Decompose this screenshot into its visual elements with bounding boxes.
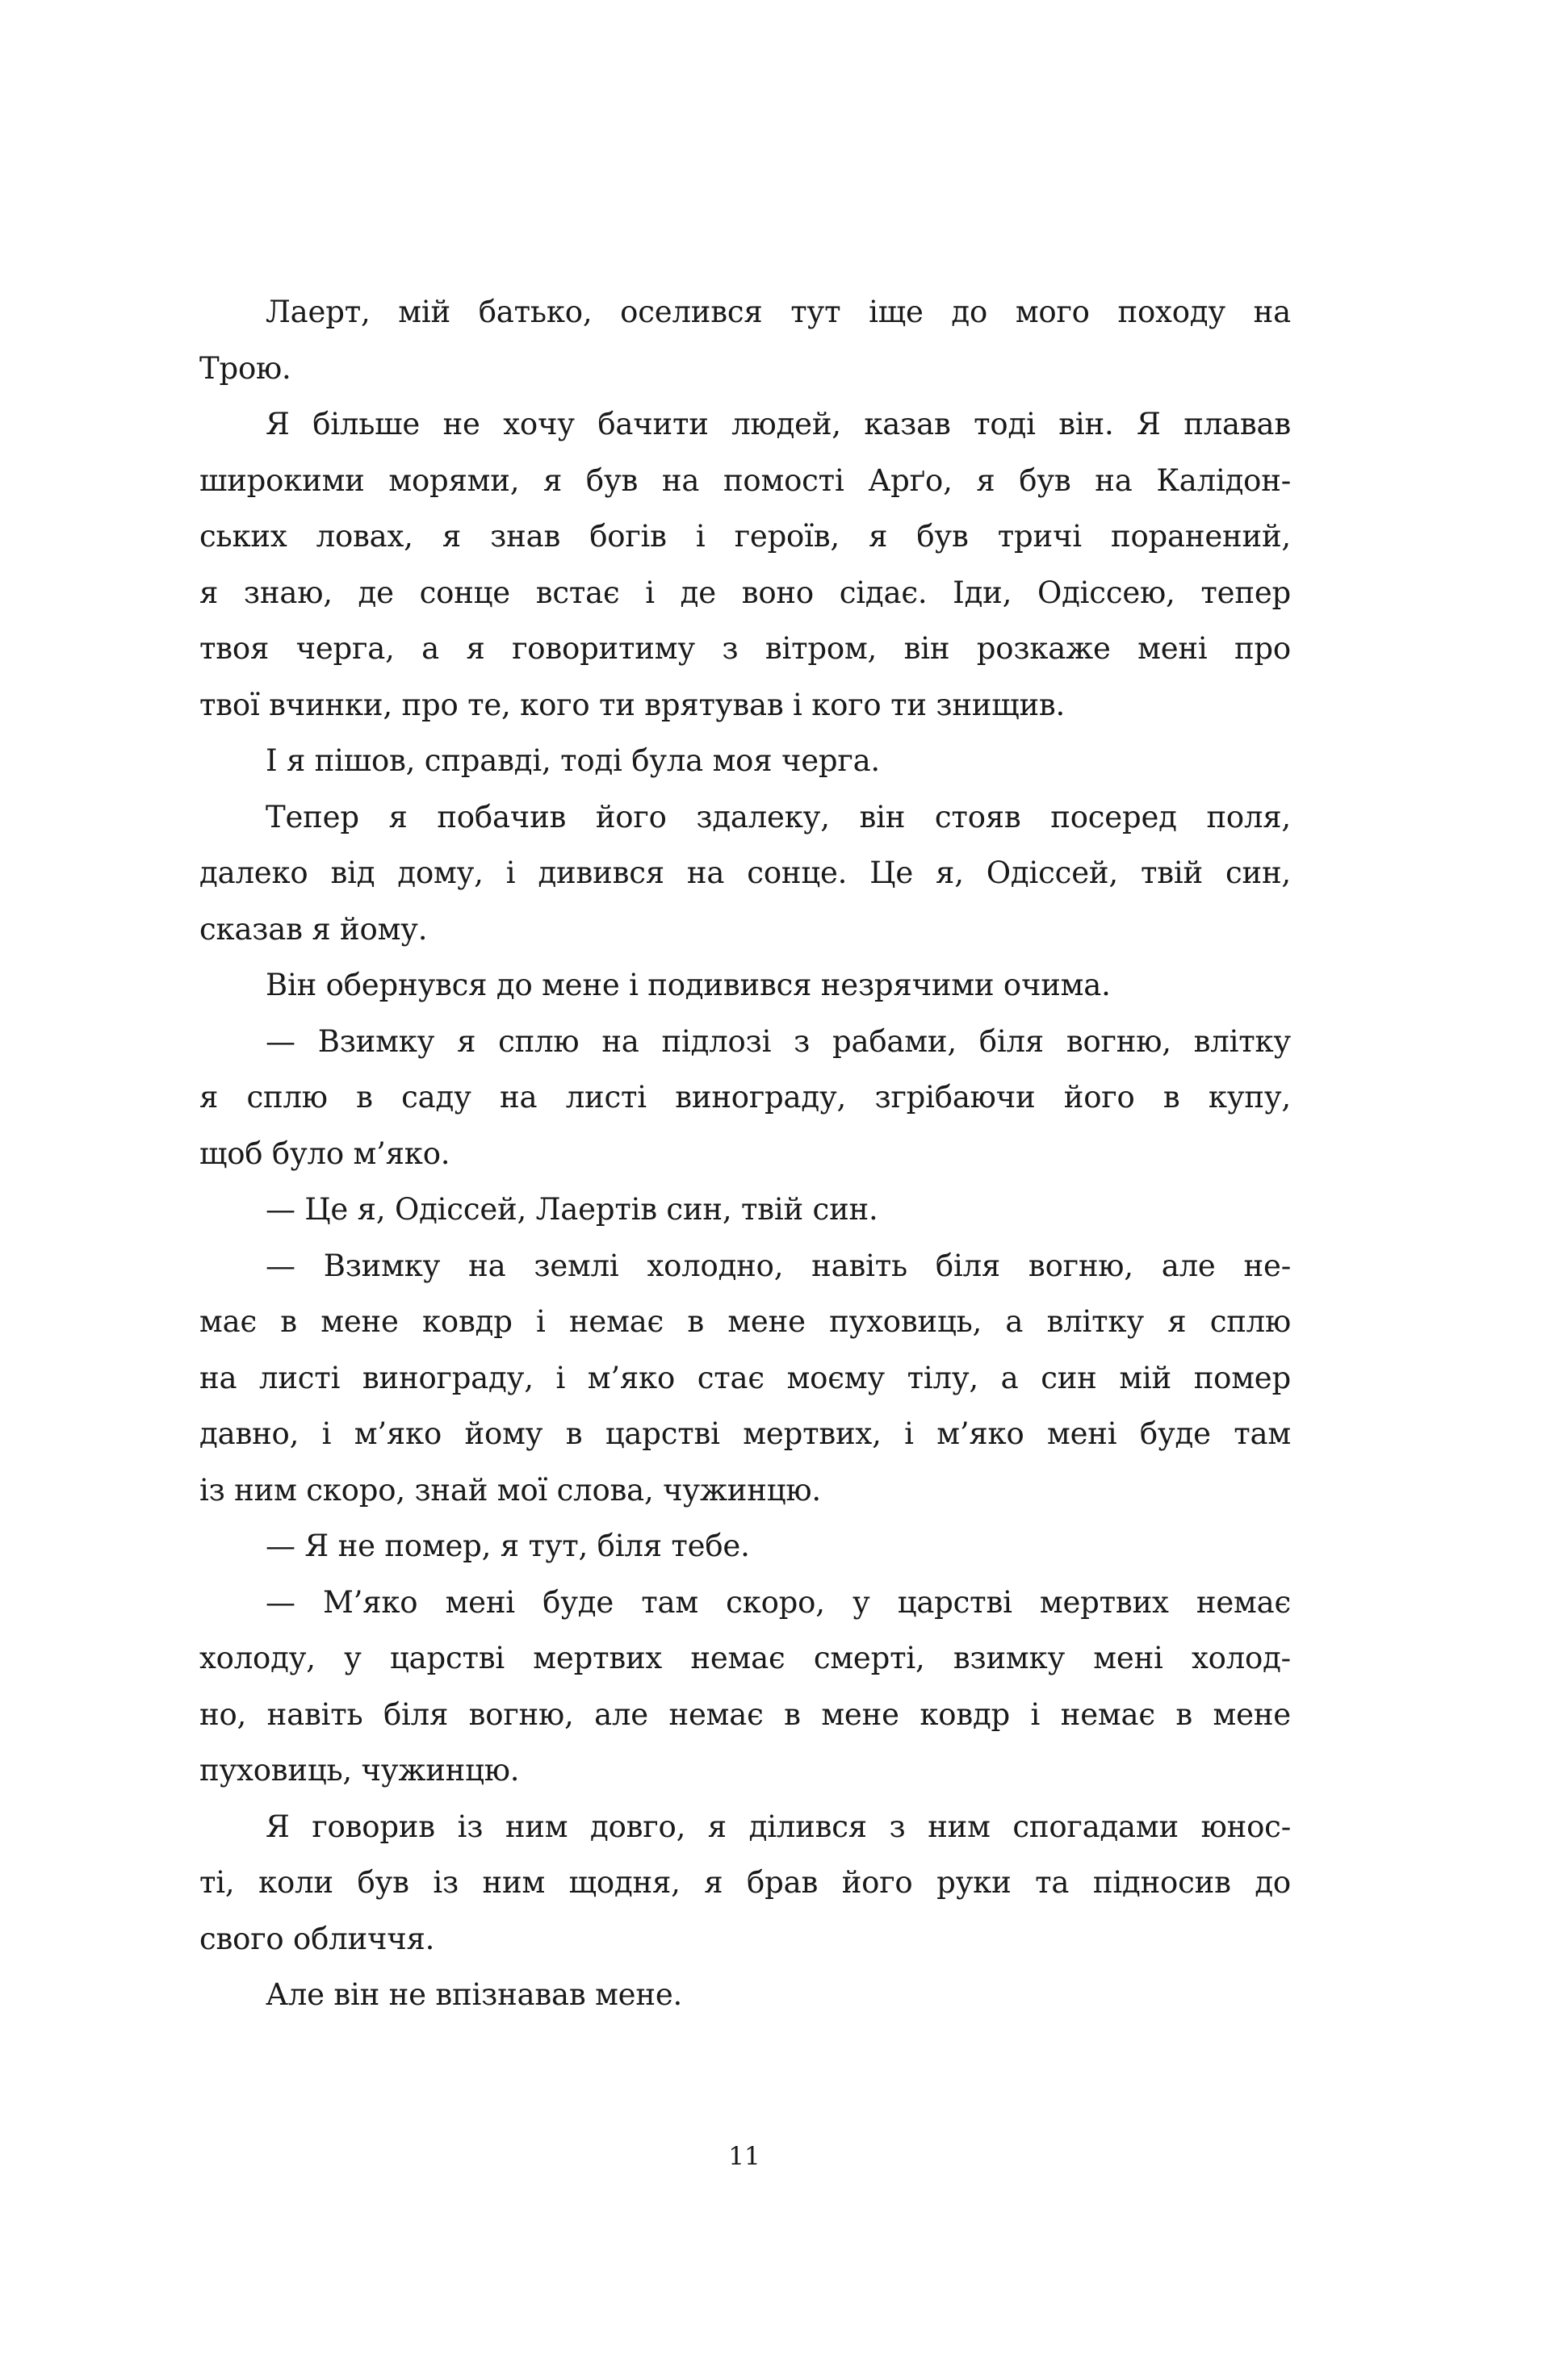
text-line: має в мене ковдр і немає в мене пуховиць, а влітку я сплю xyxy=(199,1304,1291,1339)
text-line: щоб було м’яко. xyxy=(199,1136,450,1171)
text-line: я сплю в саду на листі винограду, згрібаючи його в купу, xyxy=(199,1080,1291,1115)
text-line: — Взимку на землі холодно, навіть біля вогню, але не- xyxy=(266,1248,1291,1283)
text-line: твої вчинки, про те, кого ти врятував і кого ти знищив. xyxy=(199,687,1066,722)
text-line: Я більше не хочу бачити людей, казав тоді він. Я плавав xyxy=(266,407,1291,441)
text-line: широкими морями, я був на помості Арґо, я був на Калідон- xyxy=(199,462,1291,498)
text-line: но, навіть біля вогню, але немає в мене ковдр і немає в мене xyxy=(199,1696,1291,1732)
text-line: Лаерт, мій батько, оселився тут іще до мого походу на xyxy=(266,295,1291,329)
text-line: холоду, у царстві мертвих немає смерті, взимку мені холод- xyxy=(199,1641,1291,1675)
text-line: ті, коли був із ним щодня, я брав його руки та підносив до xyxy=(199,1865,1291,1900)
text-line: Але він не впізнавав мене. xyxy=(266,1977,683,2012)
text-line: із ним скоро, знай мої слова, чужинцю. xyxy=(199,1472,821,1508)
text-line: Я говорив із ним довго, я ділився з ним спогадами юнос- xyxy=(266,1809,1291,1844)
body-text xyxy=(199,284,1291,2023)
text-line: далеко від дому, і дивився на сонце. Це я, Одіссей, твій син, xyxy=(199,855,1291,890)
text-line: я знаю, де сонце встає і де воно сідає. Іди, Одіссею, тепер xyxy=(199,575,1291,610)
text-line: Тепер я побачив його здалеку, він стояв посеред поля, xyxy=(266,799,1291,834)
text-line: — Я не помер, я тут, біля тебе. xyxy=(266,1529,750,1563)
text-line: Він обернувся до мене і подивився незрячими очима. xyxy=(266,968,1111,1002)
page-number: 11 xyxy=(728,2142,760,2171)
text-line: І я пішов, справді, тоді була моя черга. xyxy=(266,743,880,778)
text-line: Трою. xyxy=(199,350,291,386)
text-line: давно, і м’яко йому в царстві мертвих, і м’яко мені буде там xyxy=(199,1416,1291,1451)
text-line: ських ловах, я знав богів і героїв, я був тричі поранений, xyxy=(199,519,1291,554)
text-line: свого обличчя. xyxy=(199,1921,435,1956)
text-line: сказав я йому. xyxy=(199,911,428,947)
text-line: пуховиць, чужинцю. xyxy=(199,1753,520,1788)
text-line: — Це я, Одіссей, Лаертів син, твій син. xyxy=(266,1192,878,1227)
text-line: твоя черга, а я говоритиму з вітром, він розкаже мені про xyxy=(199,631,1291,666)
text-line: — Взимку я сплю на підлозі з рабами, біля вогню, влітку xyxy=(266,1023,1291,1059)
text-line: на листі винограду, і м’яко стає моєму тілу, а син мій помер xyxy=(199,1360,1291,1395)
text-line: — М’яко мені буде там скоро, у царстві мертвих немає xyxy=(266,1584,1291,1620)
